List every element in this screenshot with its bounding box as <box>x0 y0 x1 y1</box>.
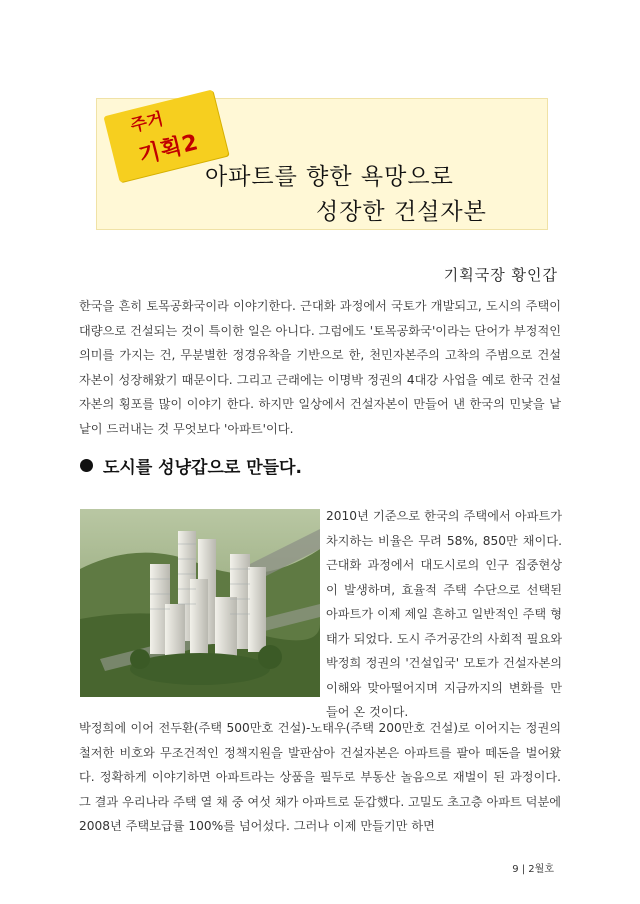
section-heading <box>80 453 302 478</box>
author-byline: 기획국장 황인갑 <box>443 266 558 284</box>
intro-paragraph: 한국을 흔히 토목공화국이라 이야기한다. 근대화 과정에서 국토가 개발되고, 도시의 주택이 대량으로 건설되는 것이 특이한 일은 아니다. 그럼에도 '토목공화국'이라는 단어가 부정적인 의미를 가지는 건, 무분별한 정경유착을 기반으로 한, 천민자본주의 고착의 주범으로 건설자본이 성장해왔기 때문이다. 그리고 근래에는 이명박 정권의 4대강 사업을 예로 한국 건설자본의 횡포를 많이 이야기 한다. 하지만 일상에서 건설자본이 만들어 낸 한국의 민낯을 낱낱이 드러내는 것 무엇보다 '아파트'이다. <box>79 299 561 436</box>
apartment-photo <box>80 509 320 697</box>
category-tag-line1: 주거 <box>128 109 166 137</box>
side-paragraph: 2010년 기준으로 한국의 주택에서 아파트가 차지하는 비율은 무려 58%, 850만 채이다. 근대화 과정에서 대도시로의 인구 집중현상이 발생하며, 효율적 주택 수단으로 선택된 아파트가 이제 제일 흔하고 일반적인 주택 형태가 되었다. 도시 주거공간의 사회적 필요와 박정희 정권의 '건설입국' 모토가 건설자본의 이해와 맞아떨어지며 지금까지의 변화를 만들어 온 것이다. <box>326 509 562 719</box>
category-tag-line2: 기획2 <box>136 129 202 169</box>
bottom-paragraph: 박정희에 이어 전두환(주택 500만호 건설)-노태우(주택 200만호 건설)로 이어지는 정권의 철저한 비호와 무조건적인 정책지원을 발판삼아 건설자본은 아파트를 팔아 떼돈을 벌어왔다. 정확하게 이야기하면 아파트라는 상품을 필두로 부동산 놀음으로 재벌이 된 과정이다. 그 결과 우리나라 주택 열 채 중 여섯 채가 아파트로 둔갑했다. 고밀도 초고층 아파트 덕분에 2008년 주택보급률 100%를 넘어섰다. 그러나 이제 만들기만 하면 <box>79 721 561 833</box>
section-heading-text: 도시를 성냥갑으로 만들다. <box>103 458 302 478</box>
apartment-illustration <box>80 509 320 697</box>
bullet-icon <box>80 459 93 472</box>
headline-line1: 아파트를 향한 욕망으로 <box>205 164 454 190</box>
headline-line2: 성장한 건설자본 <box>316 199 487 225</box>
page-footer: 9 | 2월호 <box>512 864 554 875</box>
